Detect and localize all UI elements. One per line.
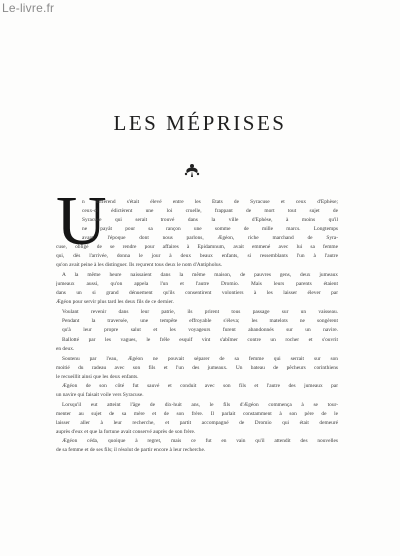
body-line: jumeaux aussi, qu'on appela l'un et l'autre Dromio. Mais leurs parents étaient — [56, 281, 338, 287]
body-line: Ægéon céda, quoique à regret, mais ce fut en vain qu'il attendit des nouvelles — [62, 438, 338, 444]
body-line: A la même heure naissaient dans la même maison, de pauvres gens, deux jumeaux — [62, 272, 338, 278]
body-line: qu'à leur propre salut et les voyageurs furent abandonnés sur un navire. — [62, 327, 338, 333]
body-line: cuse, obligé de se rendre pour affaires à Épidamnum, avait emmené avec lui sa femme — [56, 244, 338, 250]
body-line: Ballotté par les vagues, le frêle esquif vint s'abîmer contre un rocher et s'ouvrit — [62, 337, 338, 343]
fleuron-icon — [183, 163, 201, 179]
drop-cap: U — [56, 183, 107, 260]
body-line: dans un si grand dénuement qu'ils consentirent volontiers à les laisser élever par — [56, 290, 338, 296]
body-line: un navire qui faisait voile vers Syracuse. — [56, 392, 144, 398]
body-line: menter au sujet de sa mère et de son frère. Il parlait constamment à son père de le — [56, 411, 338, 417]
body-line: de sa femme et de ses fils; il résolut de partir encore à leur recherche. — [56, 447, 206, 453]
body-line: Soutenu par l'eau, Ægéon ne pouvait séparer de sa femme qui serrait sur son — [62, 356, 338, 362]
body-line: avant l'époque dont nous parlons, Ægéon, riche marchand de Syra- — [82, 235, 338, 241]
page-title: LES MÉPRISES — [113, 111, 287, 135]
body-line: n différend s'était élevé entre les États de Syracuse et ceux d'Éphèse; — [82, 199, 338, 205]
body-line: laisser aller à leur recherche, et partit accompagné de Dromio qui était demeuré — [56, 420, 338, 426]
body-line: ceux-ci édictèrent une loi cruelle, frappant de mort tout sujet de — [82, 208, 338, 214]
body-line: Ægéon pour servir plus tard les deux fils de ce dernier. — [56, 299, 174, 305]
watermark: Le-livre.fr — [2, 1, 55, 15]
body-line: ne payât pour sa rançon une somme de mille marcs. Longtemps — [82, 226, 338, 232]
body-line: Pendant la traversée, une tempête effroyable s'éleva; les matelots ne songèrent — [62, 318, 338, 324]
body-line: en deux. — [56, 346, 75, 352]
body-line: auprès d'eux et que la fortune avait conservé auprès de son frère. — [56, 429, 196, 435]
body-line: Lorsqu'il eut atteint l'âge de dix-huit ans, le fils d'Ægéon commença à se tour- — [62, 402, 338, 408]
body-line: Voulant revenir dans leur patrie, ils prirent tous passage sur un vaisseau. — [62, 309, 338, 315]
body-line: qu'on avait peine à les distinguer. Ils reçurent tous deux le nom d'Antipholus. — [56, 262, 223, 268]
body-line: Syracuse qui serait trouvé dans la ville d'Éphèse, à moins qu'il — [82, 217, 338, 223]
body-line: le recueillit ainsi que les deux enfants. — [56, 374, 139, 380]
body-line: Ægéon de son côté fut sauvé et conduit avec son fils et l'autre des jumeaux par — [62, 383, 338, 389]
body-line: moitié du radeau avec son fils et l'un des jumeaux. Un bateau de pêcheurs corinthiens — [56, 365, 338, 371]
body-line: qui, dès l'arrivée, donna le jour à deux beaux enfants, si ressemblants l'un à l'autre — [56, 253, 338, 259]
